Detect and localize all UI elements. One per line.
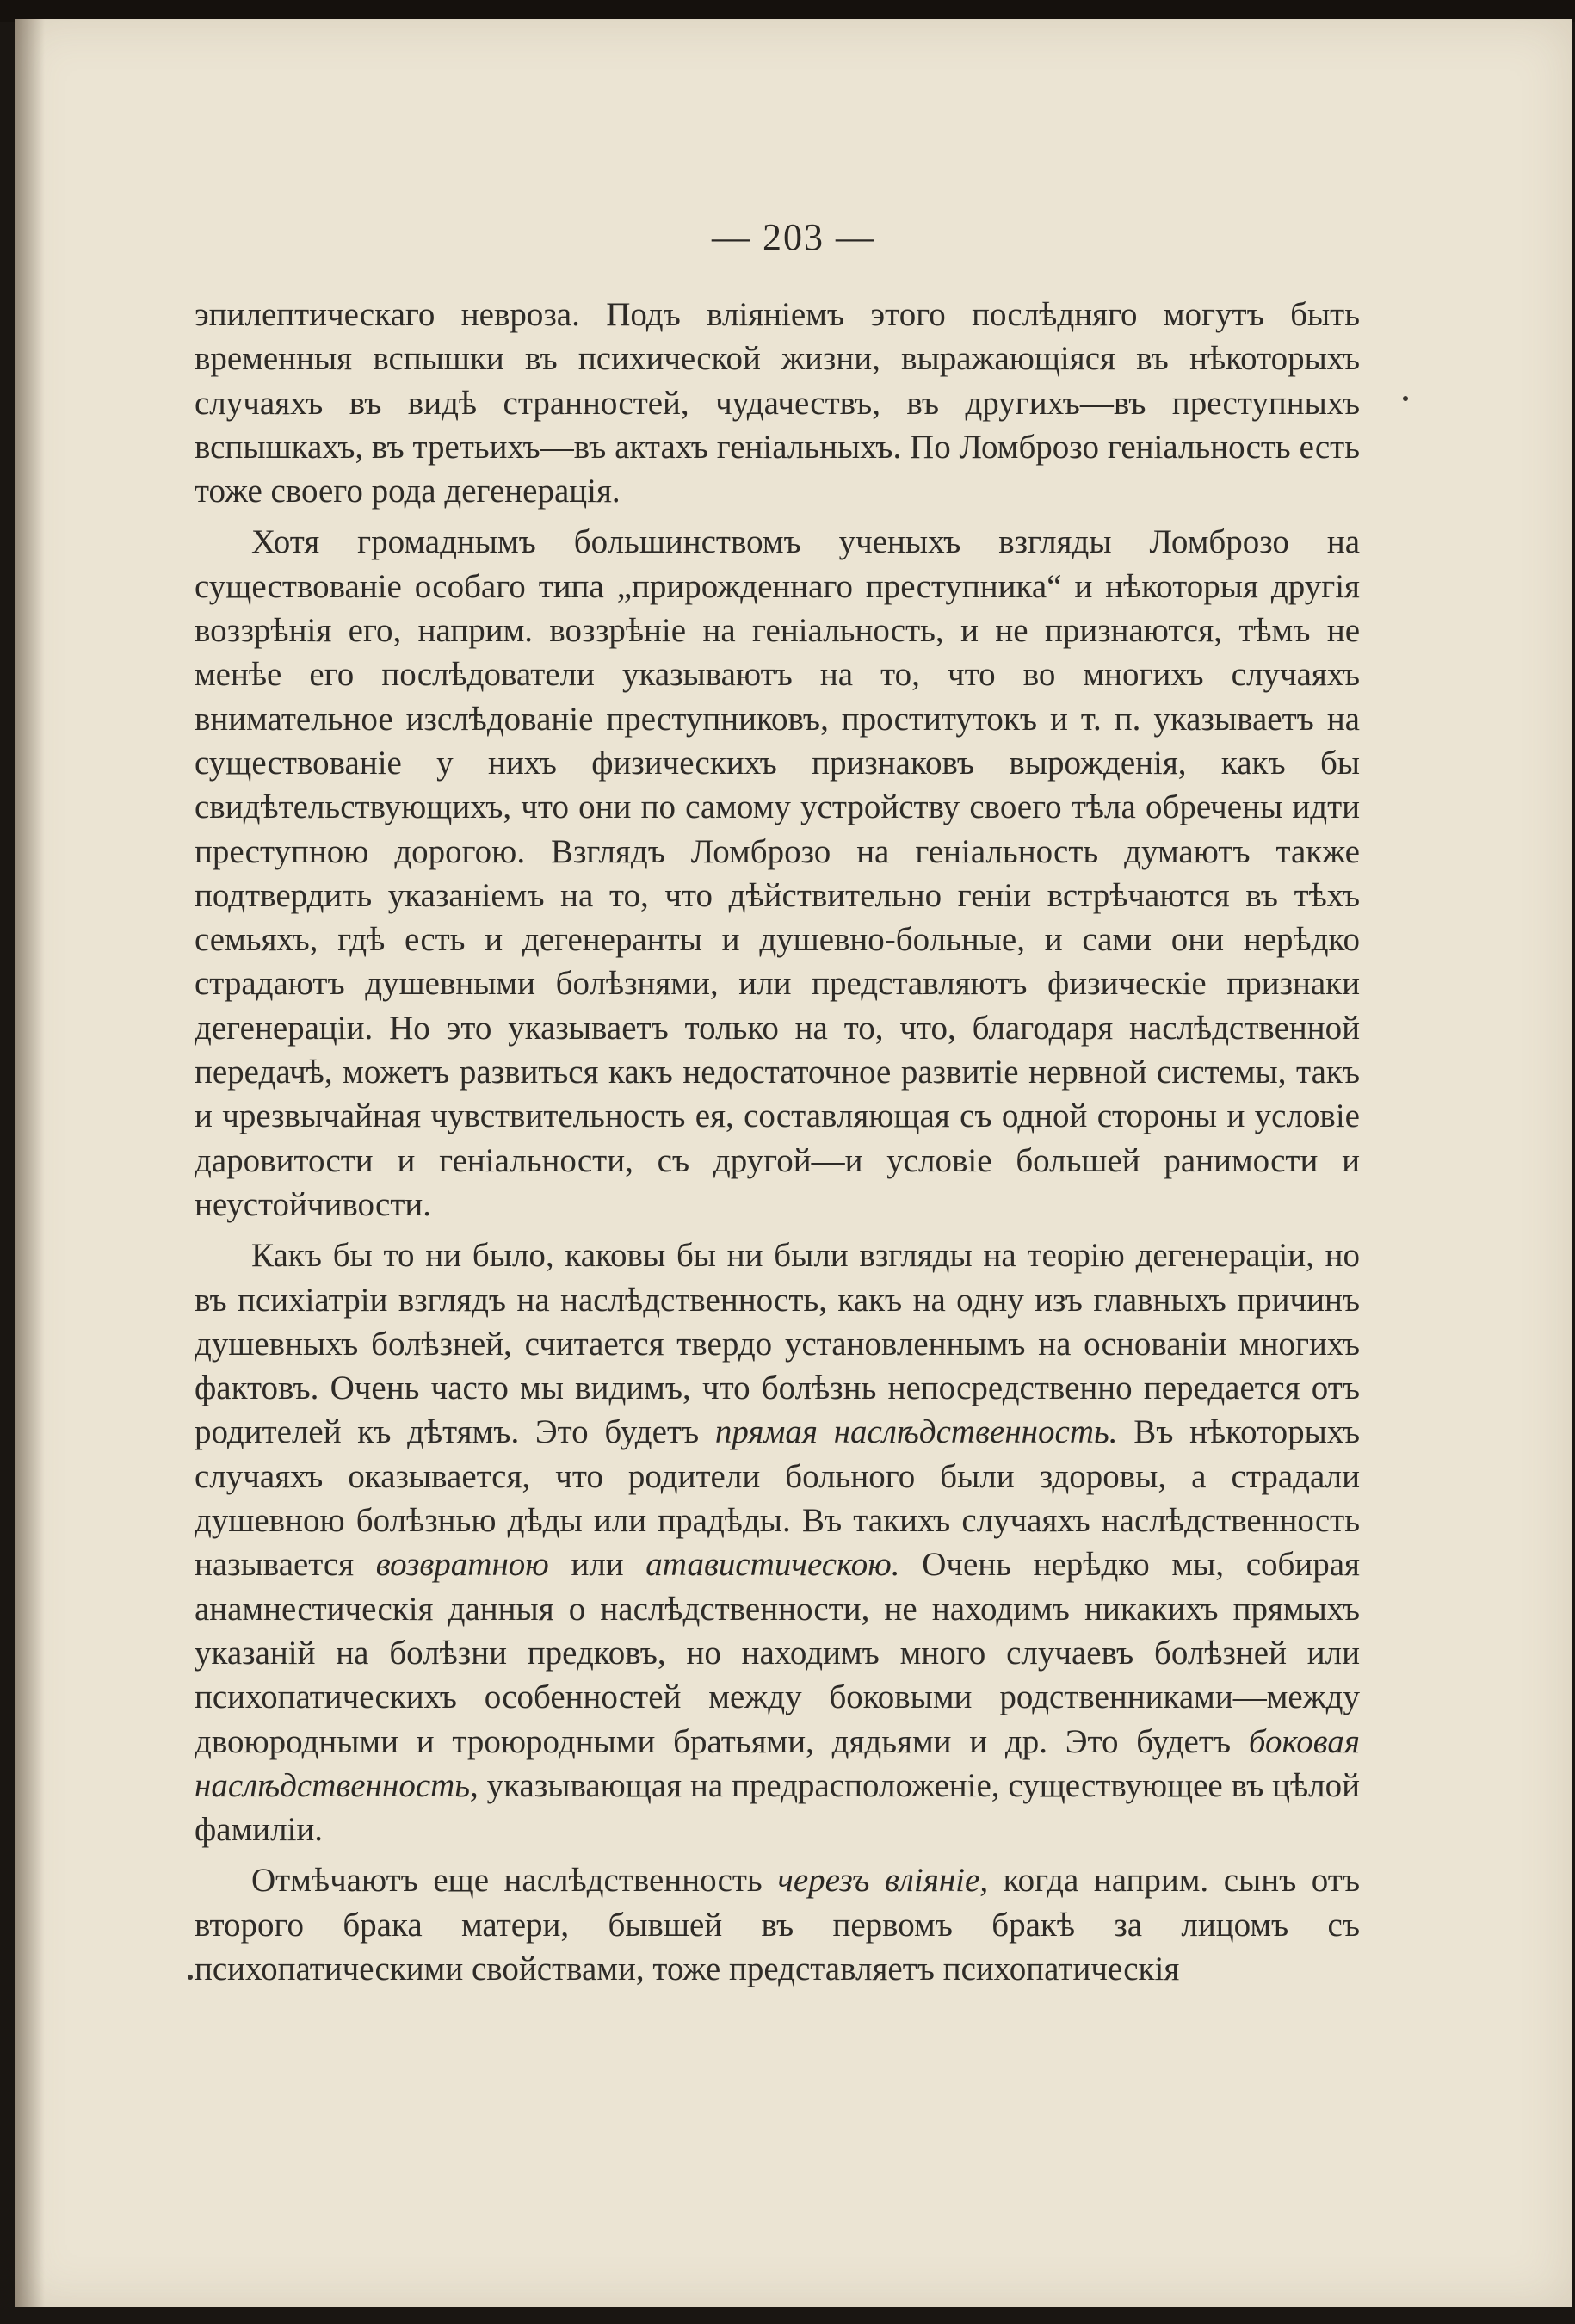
margin-mark bbox=[188, 1975, 193, 1980]
page-number: — 203 — bbox=[712, 216, 875, 258]
book-page bbox=[15, 19, 1572, 2307]
text-run: Отмѣчаютъ еще наслѣдственность bbox=[251, 1862, 778, 1900]
italic-term: боковая наслѣдственность, bbox=[195, 1722, 1360, 1804]
body-text bbox=[195, 293, 1360, 1991]
text-run: Очень нерѣдко мы, собирая анамнестическія данныя о наслѣдственности, не находимъ никакихъ прямыхъ указаній на болѣзни предковъ, но находимъ много случаевъ болѣзней или психопатическихъ особенностей между боковыми родственниками—между двоюродными и троюродными братьями, дядьями и др. Это будетъ bbox=[195, 1546, 1360, 1760]
binding-shadow bbox=[15, 19, 45, 2307]
text-run: указывающая на предрасположеніе, существующее въ цѣлой фамиліи. bbox=[195, 1766, 1360, 1849]
italic-term: возвратною bbox=[375, 1546, 549, 1584]
text-run: Какъ бы то ни было, каковы бы ни были взгляды на теорію дегенераціи, но въ психіатріи взглядъ на наслѣдственность, какъ на одну изъ главныхъ причинъ душевныхъ болѣзней, считается твердо установленнымъ на основаніи многихъ фактовъ. Очень часто мы видимъ, что болѣзнь непосредственно передается отъ родителей къ дѣтямъ. Это будетъ bbox=[195, 1237, 1360, 1451]
margin-mark bbox=[1403, 396, 1408, 401]
italic-term: черезъ вліяніе, bbox=[777, 1862, 989, 1900]
italic-term: атавистическою. bbox=[645, 1546, 900, 1584]
italic-term: прямая наслѣдственность. bbox=[714, 1413, 1118, 1451]
text-run: когда наприм. сынъ отъ второго брака матери, бывшей въ первомъ бракѣ за лицомъ съ психопатическими свойствами, тоже представляетъ психопатическія bbox=[195, 1862, 1360, 1987]
paragraph bbox=[195, 293, 1360, 513]
paragraph bbox=[195, 1858, 1360, 1991]
text-run: или bbox=[548, 1546, 646, 1584]
paragraph bbox=[195, 520, 1360, 1227]
text-run: эпилептическаго невроза. Подъ вліяніемъ этого послѣдняго могутъ быть временныя вспышки въ психической жизни, выражающіяся въ нѣкоторыхъ случаяхъ въ видѣ странностей, чудачествъ, въ другихъ—въ преступныхъ вспышкахъ, въ третьихъ—въ актахъ геніальныхъ. По Ломброзо геніальность есть тоже своего рода дегенерація. bbox=[195, 296, 1360, 510]
text-run: Хотя громаднымъ большинствомъ ученыхъ взгляды Ломброзо на существованіе особаго типа „прирожденнаго преступника“ и нѣкоторыя другія воззрѣнія его, наприм. воззрѣніе на геніальность, и не признаются, тѣмъ не менѣе его послѣдователи указываютъ на то, что во многихъ случаяхъ внимательное изслѣдованіе преступниковъ, проститутокъ и т. п. указываетъ на существованіе у нихъ физическихъ признаковъ вырожденія, какъ бы свидѣтельствующихъ, что они по самому устройству своего тѣла обречены идти преступною дорогою. Взглядъ Ломброзо на геніальность думаютъ также подтвердить указаніемъ на то, что дѣйствительно геніи встрѣчаются въ тѣхъ семьяхъ, гдѣ есть и дегенеранты и душевно-больные, и сами они нерѣдко страдаютъ душевными болѣзнями, или представляютъ физическіе признаки дегенераціи. Но это указываетъ только на то, что, благодаря наслѣдственной передачѣ, можетъ развиться какъ недостаточное развитіе нервной системы, такъ и чрезвычайная чувствительность ея, составляющая съ одной стороны и условіе даровитости и геніальности, съ другой—и условіе большей ранимости и неустойчивости. bbox=[195, 523, 1360, 1223]
text-run: Въ нѣкоторыхъ случаяхъ оказывается, что родители больного были здоровы, а страдали душевною болѣзнью дѣды или прадѣды. Въ такихъ случаяхъ наслѣдственность называется bbox=[195, 1413, 1361, 1584]
paragraph bbox=[195, 1233, 1360, 1851]
